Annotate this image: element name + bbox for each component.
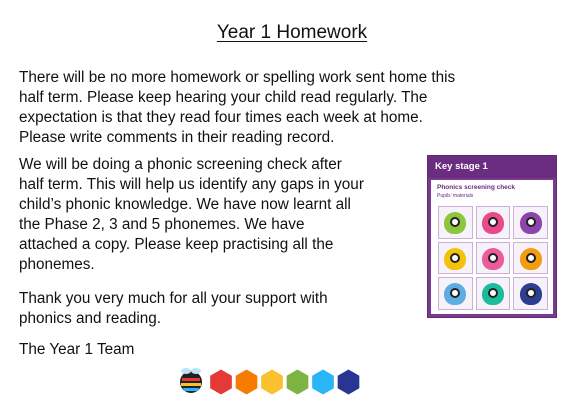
- monster-cell: [513, 242, 548, 275]
- monster-icon: [482, 212, 504, 234]
- monster-cell: [476, 277, 511, 310]
- monster-icon: [482, 283, 504, 305]
- monster-icon: [520, 212, 542, 234]
- monster-cell: [476, 206, 511, 239]
- monster-icon: [444, 212, 466, 234]
- homework-paragraph: There will be no more homework or spelling work sent home this half term. Please keep hearing your child read regularly. The expectation is that they read four times each week at home. Please write comments in their reading record.: [19, 69, 456, 146]
- page-title: Year 1 Homework: [216, 22, 368, 43]
- monster-cell: [438, 206, 473, 239]
- hexagon-shape: [261, 370, 283, 395]
- monster-icon: [444, 283, 466, 305]
- monster-cell: [513, 277, 548, 310]
- hexagon-shape: [236, 370, 258, 395]
- monster-icon: [482, 248, 504, 270]
- phonics-paragraph: We will be doing a phonic screening check after half term. This will help us identify any gaps in your child’s phonic knowledge. We have now learnt all the Phase 2, 3 and 5 phonemes. We have attached a copy. Please keep practising all the phonemes.: [19, 156, 364, 273]
- hexagon-shape: [312, 370, 334, 395]
- monster-grid: [438, 206, 548, 310]
- hexagon-shape: [287, 370, 309, 395]
- phonics-booklet-cover: [427, 155, 557, 318]
- booklet-subtitle: Pupils’ materials: [437, 193, 474, 199]
- hexagon-shape: [210, 370, 232, 395]
- monster-cell: [438, 277, 473, 310]
- key-stage-band: Key stage 1: [428, 156, 556, 178]
- hexagon-row: [210, 370, 359, 395]
- thanks-paragraph: Thank you very much for all your support with phonics and reading.: [19, 290, 328, 327]
- booklet-title: Phonics screening check: [437, 184, 516, 191]
- school-logo: [177, 366, 362, 396]
- monster-cell: [438, 242, 473, 275]
- monster-icon: [520, 283, 542, 305]
- monster-icon: [520, 248, 542, 270]
- signature: The Year 1 Team: [19, 341, 135, 358]
- monster-icon: [444, 248, 466, 270]
- bee-icon: [180, 368, 202, 393]
- booklet-panel: [431, 180, 553, 314]
- monster-cell: [476, 242, 511, 275]
- hexagon-shape: [338, 370, 360, 395]
- monster-cell: [513, 206, 548, 239]
